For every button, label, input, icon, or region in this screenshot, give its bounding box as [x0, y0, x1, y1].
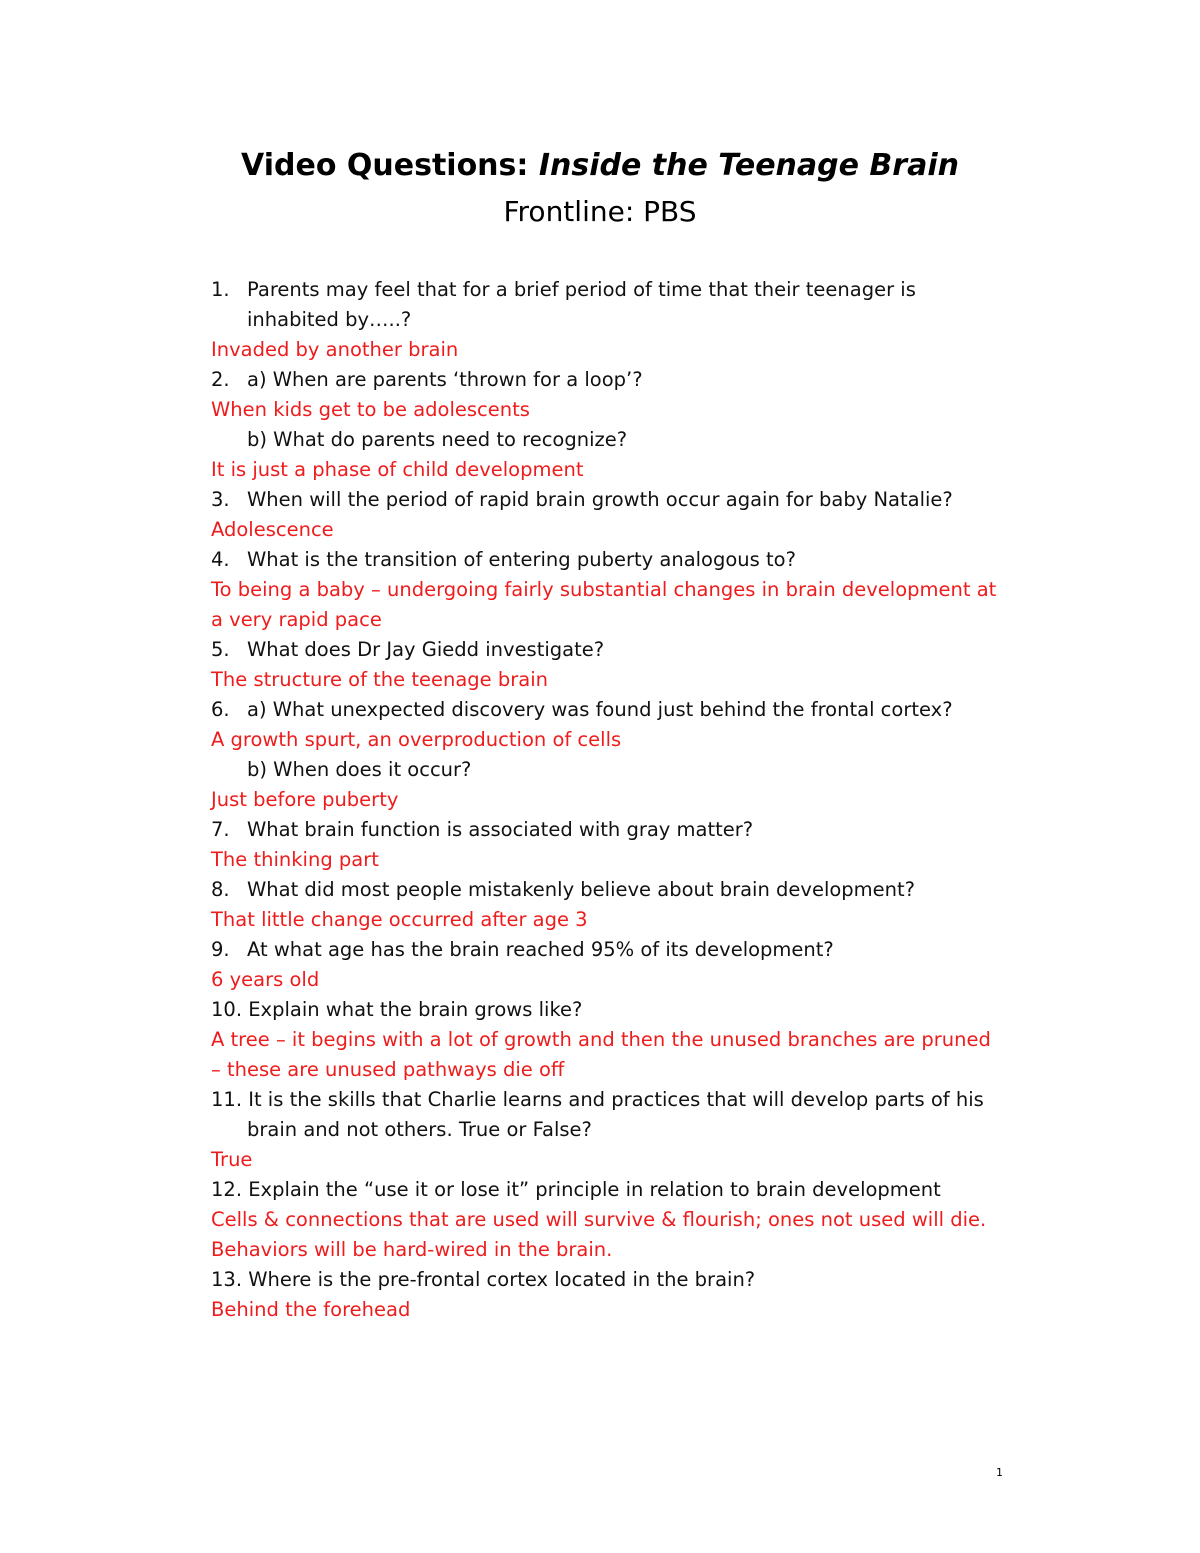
title-prefix: Video Questions:	[241, 148, 539, 183]
question-continuation	[211, 425, 1041, 455]
question-line	[211, 695, 1041, 725]
answer-line	[211, 605, 1041, 635]
question-number: 7.	[211, 818, 230, 841]
answer-line	[211, 575, 1041, 605]
question-line	[211, 1175, 1041, 1205]
answer-text: It is just a phase of child development	[211, 458, 584, 481]
answer-line	[211, 845, 1041, 875]
answer-text: True	[211, 1148, 253, 1171]
question-line	[211, 545, 1041, 575]
question-list	[211, 275, 1041, 1325]
answer-line	[211, 335, 1041, 365]
question-text: What did most people mistakenly believe about brain development?	[247, 878, 916, 901]
answer-text: When kids get to be adolescents	[211, 398, 530, 421]
question-text: b) What do parents need to recognize?	[247, 428, 628, 451]
question-text: 12. Explain the “use it or lose it” principle in relation to brain development	[211, 1178, 941, 1201]
answer-text: a very rapid pace	[211, 608, 382, 631]
question-line	[211, 995, 1041, 1025]
question-number: 4.	[211, 548, 230, 571]
question-number: 2.	[211, 368, 230, 391]
page-subtitle: Frontline: PBS	[503, 195, 697, 228]
title-italic: Inside the Teenage Brain	[538, 148, 959, 183]
question-text: What is the transition of entering puberty analogous to?	[247, 548, 796, 571]
question-line	[211, 635, 1041, 665]
answer-line	[211, 1205, 1041, 1235]
question-number: 3.	[211, 488, 230, 511]
question-text: a) When are parents ‘thrown for a loop’?	[247, 368, 643, 391]
answer-text: That little change occurred after age 3	[211, 908, 588, 931]
answer-line	[211, 1235, 1041, 1265]
answer-line	[211, 455, 1041, 485]
question-line	[211, 275, 1041, 305]
question-number: 1.	[211, 278, 230, 301]
question-line	[211, 935, 1041, 965]
answer-text: Behind the forehead	[211, 1298, 411, 1321]
answer-line	[211, 725, 1041, 755]
answer-text: The thinking part	[211, 848, 379, 871]
answer-line	[211, 965, 1041, 995]
question-text: When will the period of rapid brain growth occur again for baby Natalie?	[247, 488, 953, 511]
question-line	[211, 365, 1041, 395]
question-line	[211, 1085, 1041, 1115]
question-number: 5.	[211, 638, 230, 661]
question-line	[211, 1265, 1041, 1295]
answer-line	[211, 905, 1041, 935]
question-number: 6.	[211, 698, 230, 721]
question-continuation	[211, 1115, 1041, 1145]
question-text: a) What unexpected discovery was found just behind the frontal cortex?	[247, 698, 953, 721]
answer-text: A growth spurt, an overproduction of cells	[211, 728, 622, 751]
question-text: 13. Where is the pre-frontal cortex located in the brain?	[211, 1268, 756, 1291]
answer-text: 6 years old	[211, 968, 320, 991]
question-text: 11. It is the skills that Charlie learns and practices that will develop parts of his	[211, 1088, 984, 1111]
answer-text: A tree – it begins with a lot of growth and then the unused branches are pruned	[211, 1028, 991, 1051]
answer-text: To being a baby – undergoing fairly substantial changes in brain development at	[211, 578, 997, 601]
answer-line	[211, 665, 1041, 695]
answer-text: Adolescence	[211, 518, 334, 541]
question-continuation	[211, 755, 1041, 785]
question-text: What does Dr Jay Giedd investigate?	[247, 638, 605, 661]
answer-line	[211, 1145, 1041, 1175]
question-continuation	[211, 305, 1041, 335]
question-text: Parents may feel that for a brief period of time that their teenager is	[247, 278, 916, 301]
answer-text: Just before puberty	[211, 788, 399, 811]
answer-line	[211, 395, 1041, 425]
answer-line	[211, 785, 1041, 815]
answer-line	[211, 515, 1041, 545]
answer-line	[211, 1055, 1041, 1085]
page-title	[0, 144, 1200, 188]
question-line	[211, 875, 1041, 905]
answer-text: Invaded by another brain	[211, 338, 459, 361]
answer-text: Cells & connections that are used will survive & flourish; ones not used will die.	[211, 1208, 987, 1231]
question-text: inhabited by…..?	[247, 308, 412, 331]
question-text: brain and not others. True or False?	[247, 1118, 592, 1141]
answer-line	[211, 1295, 1041, 1325]
answer-line	[211, 1025, 1041, 1055]
question-text: What brain function is associated with gray matter?	[247, 818, 754, 841]
question-text: At what age has the brain reached 95% of its development?	[247, 938, 834, 961]
question-text: 10. Explain what the brain grows like?	[211, 998, 583, 1021]
question-number: 9.	[211, 938, 230, 961]
page-number: 1	[996, 1466, 1003, 1479]
question-text: b) When does it occur?	[247, 758, 472, 781]
answer-text: The structure of the teenage brain	[211, 668, 548, 691]
question-number: 8.	[211, 878, 230, 901]
answer-text: – these are unused pathways die off	[211, 1058, 565, 1081]
question-line	[211, 815, 1041, 845]
answer-text: Behaviors will be hard-wired in the brain.	[211, 1238, 613, 1261]
question-line	[211, 485, 1041, 515]
